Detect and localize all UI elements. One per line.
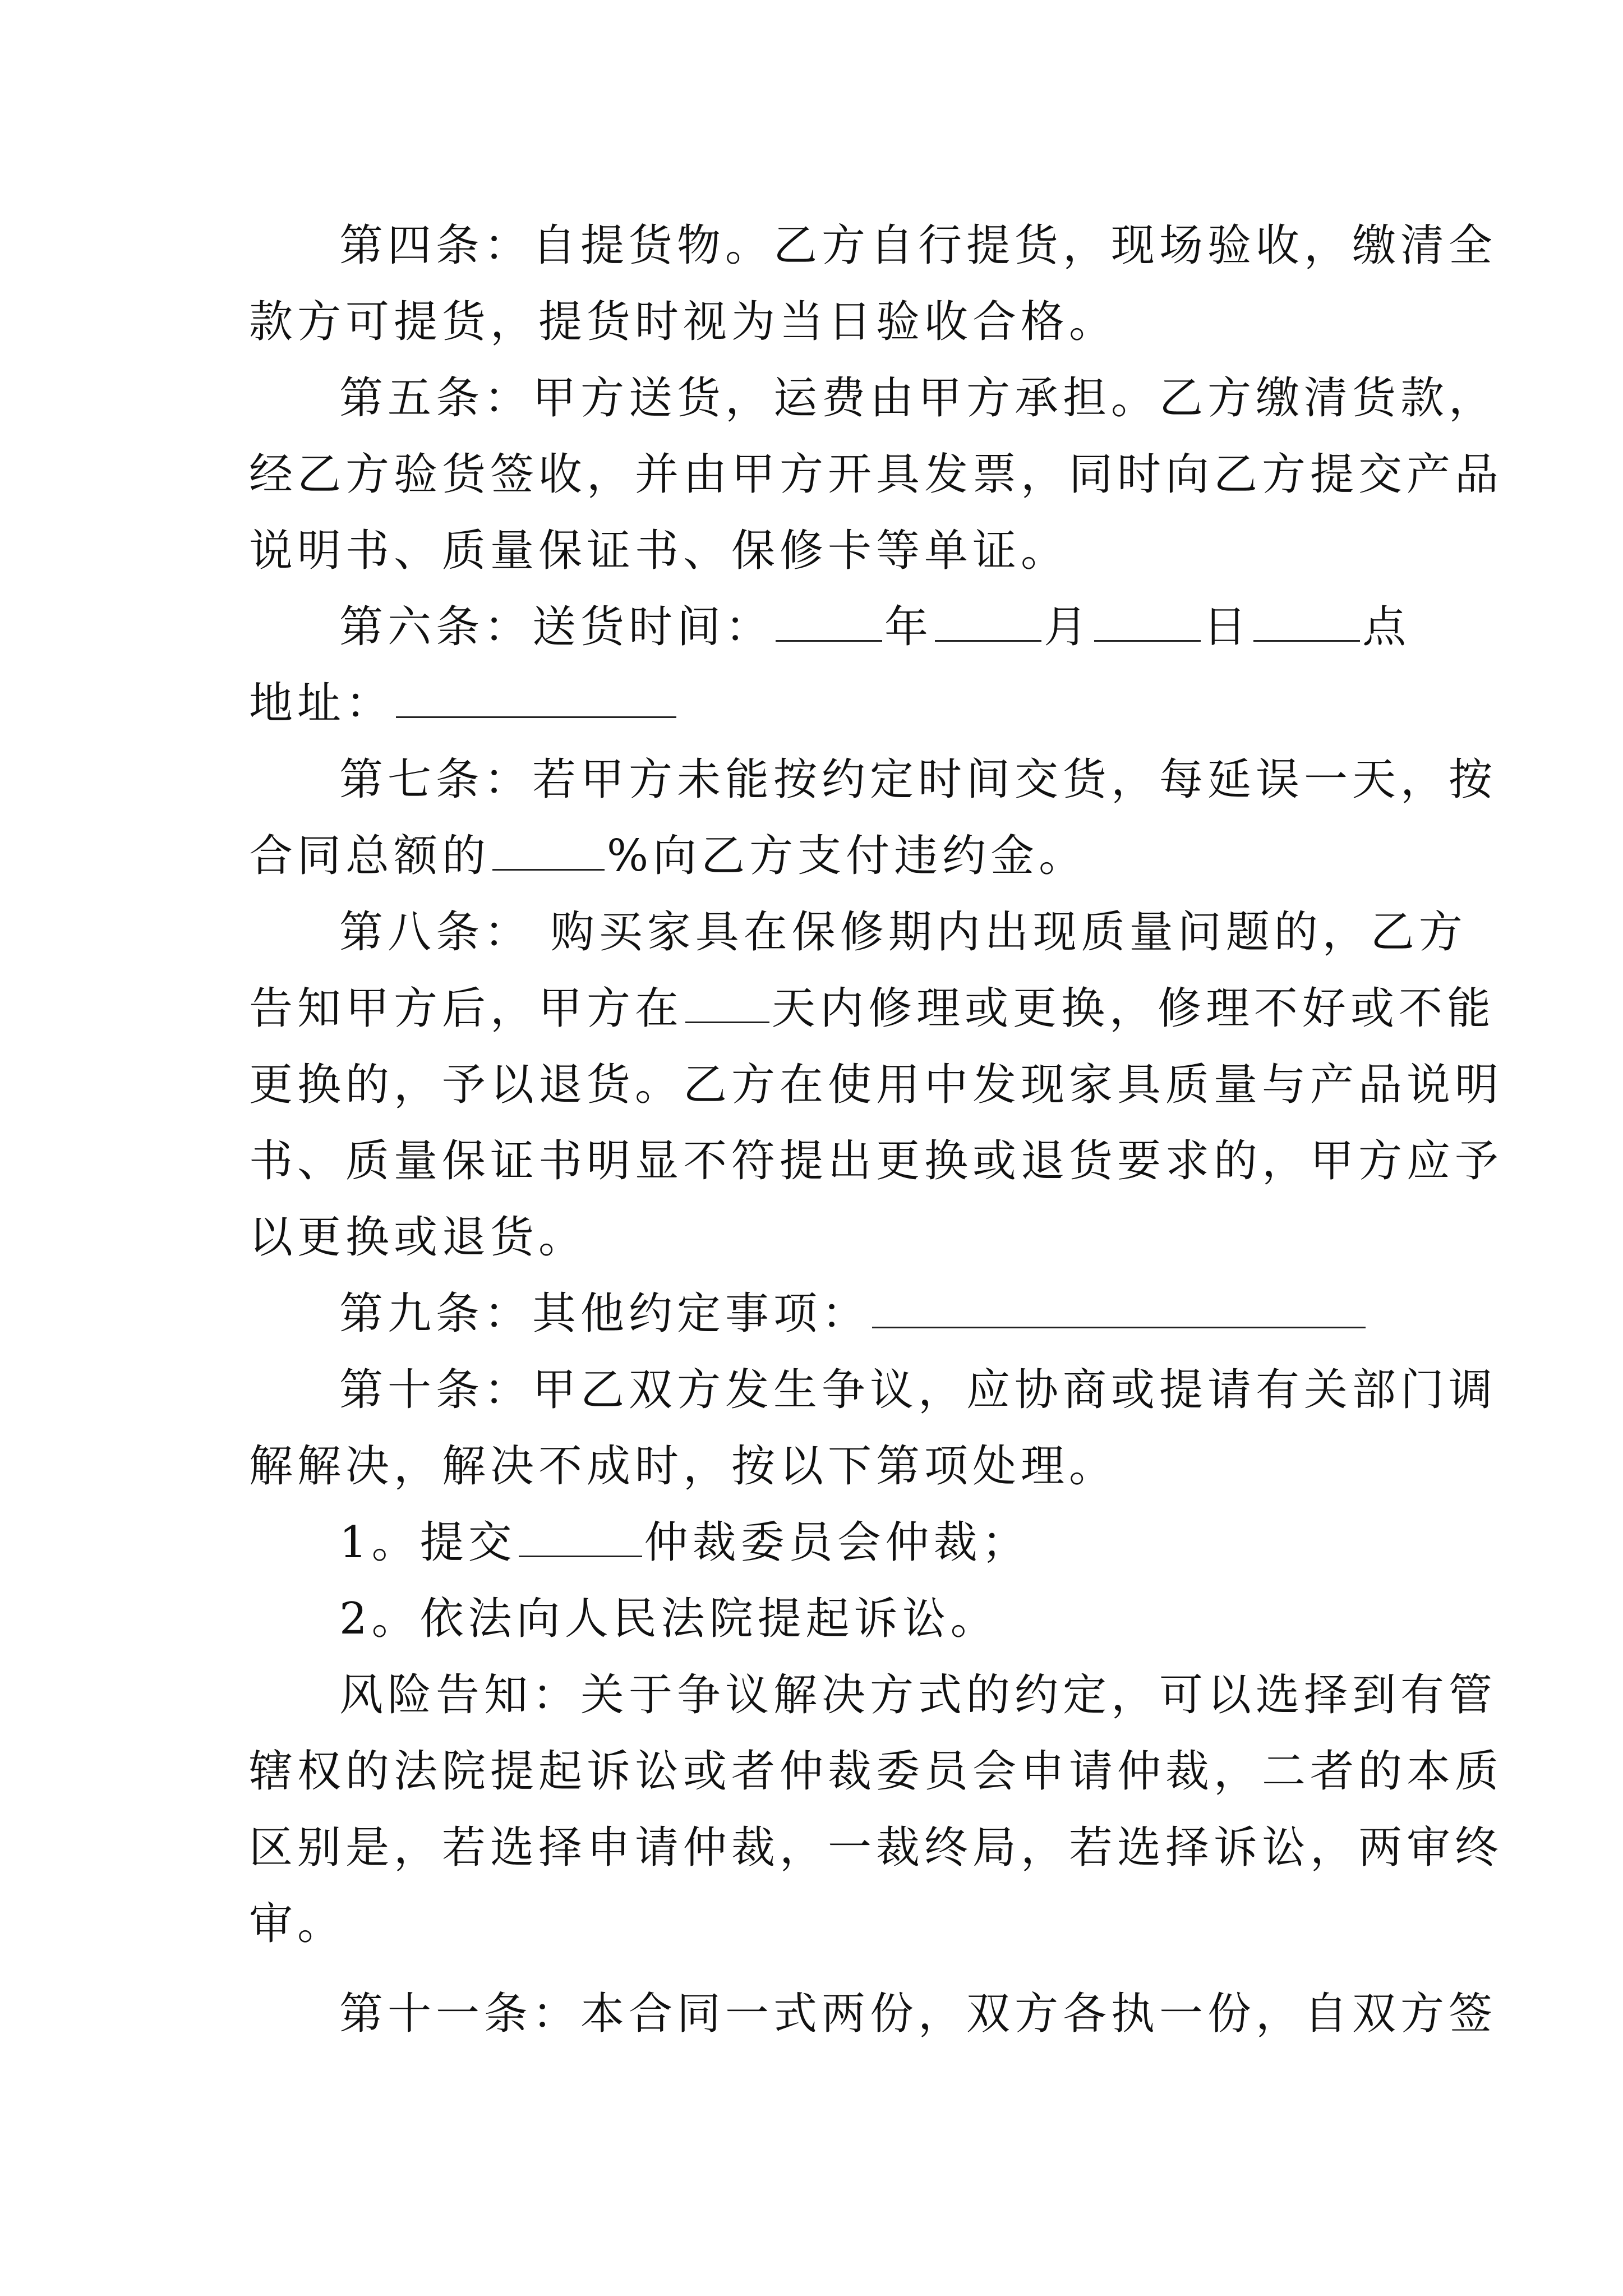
article-4-line-2: 款方可提货，提货时视为当日验收合格。: [249, 297, 1118, 347]
article-5-line-1: 第五条：甲方送货，运费由甲方承担。乙方缴清货款，: [339, 373, 1497, 424]
article-7-suffix: %向乙方支付违约金。: [607, 831, 1087, 881]
risk-notice-line-3: 区别是，若选择申请仲裁，一裁终局，若选择诉讼，两审终: [249, 1823, 1504, 1873]
month-blank: [935, 609, 1041, 642]
risk-notice-line-4: 审。: [249, 1899, 346, 1949]
year-label: 年: [884, 602, 933, 652]
hour-blank: [1253, 609, 1360, 642]
article-8-line-3: 更换的，予以退货。乙方在使用中发现家具质量与产品说明: [249, 1060, 1504, 1110]
month-label: 月: [1044, 602, 1092, 652]
article-8-suffix: 天内修理或更换，修理不好或不能: [772, 983, 1496, 1034]
article-10-line-1: 第十条：甲乙双方发生争议，应协商或提请有关部门调: [339, 1365, 1497, 1415]
article-5-line-2: 经乙方验货签收，并由甲方开具发票，同时向乙方提交产品: [249, 449, 1504, 500]
year-blank: [776, 609, 882, 642]
penalty-rate-blank: [492, 838, 605, 871]
article-8-line-4: 书、质量保证书明显不符提出更换或退货要求的，甲方应予: [249, 1136, 1504, 1186]
repair-days-blank: [685, 990, 769, 1023]
article-6-label: 第六条：送货时间：: [339, 602, 774, 652]
article-9-line: [0, 1274, 1623, 1353]
article-6-address: [0, 664, 1623, 743]
article-8-line-1: 第八条： 购买家具在保修期内出现质量问题的，乙方: [339, 907, 1467, 958]
article-9-label: 第九条：其他约定事项：: [339, 1289, 870, 1339]
article-10-option-2: 2。依法向人民法院提起诉讼。: [339, 1594, 999, 1644]
article-4-line-1: 第四条：自提货物。乙方自行提货，现场验收，缴清全: [339, 220, 1497, 271]
article-8-prefix: 告知甲方后，甲方在: [249, 983, 684, 1034]
article-10-line-2: 解解决，解决不成时，按以下第项处理。: [249, 1441, 1118, 1492]
option-1-suffix: 仲裁委员会仲裁；: [644, 1517, 1030, 1568]
article-8-line-5: 以更换或退货。: [249, 1212, 587, 1263]
article-7-prefix: 合同总额的: [249, 831, 491, 881]
article-6-delivery-time: [0, 588, 1623, 666]
hour-label: 点: [1362, 602, 1411, 652]
risk-notice-line-2: 辖权的法院提起诉讼或者仲裁委员会申请仲裁，二者的本质: [249, 1746, 1504, 1797]
address-label: 地址：: [249, 678, 394, 729]
address-blank: [396, 685, 676, 718]
day-label: 日: [1203, 602, 1252, 652]
article-8-line-2: [0, 969, 1623, 1048]
option-1-prefix: 1。提交: [339, 1517, 517, 1568]
article-7-line-2: [0, 817, 1623, 895]
article-7-line-1: 第七条：若甲方未能按约定时间交货，每延误一天，按: [339, 754, 1497, 805]
day-blank: [1094, 609, 1201, 642]
article-5-line-3: 说明书、质量保证书、保修卡等单证。: [249, 526, 1069, 576]
article-10-option-1: [0, 1503, 1623, 1582]
risk-notice-line-1: 风险告知：关于争议解决方式的约定，可以选择到有管: [339, 1670, 1497, 1720]
arbitration-committee-blank: [519, 1524, 642, 1557]
other-terms-blank: [872, 1295, 1366, 1328]
article-11-line-1: 第十一条：本合同一式两份，双方各执一份，自双方签: [339, 1989, 1497, 2039]
